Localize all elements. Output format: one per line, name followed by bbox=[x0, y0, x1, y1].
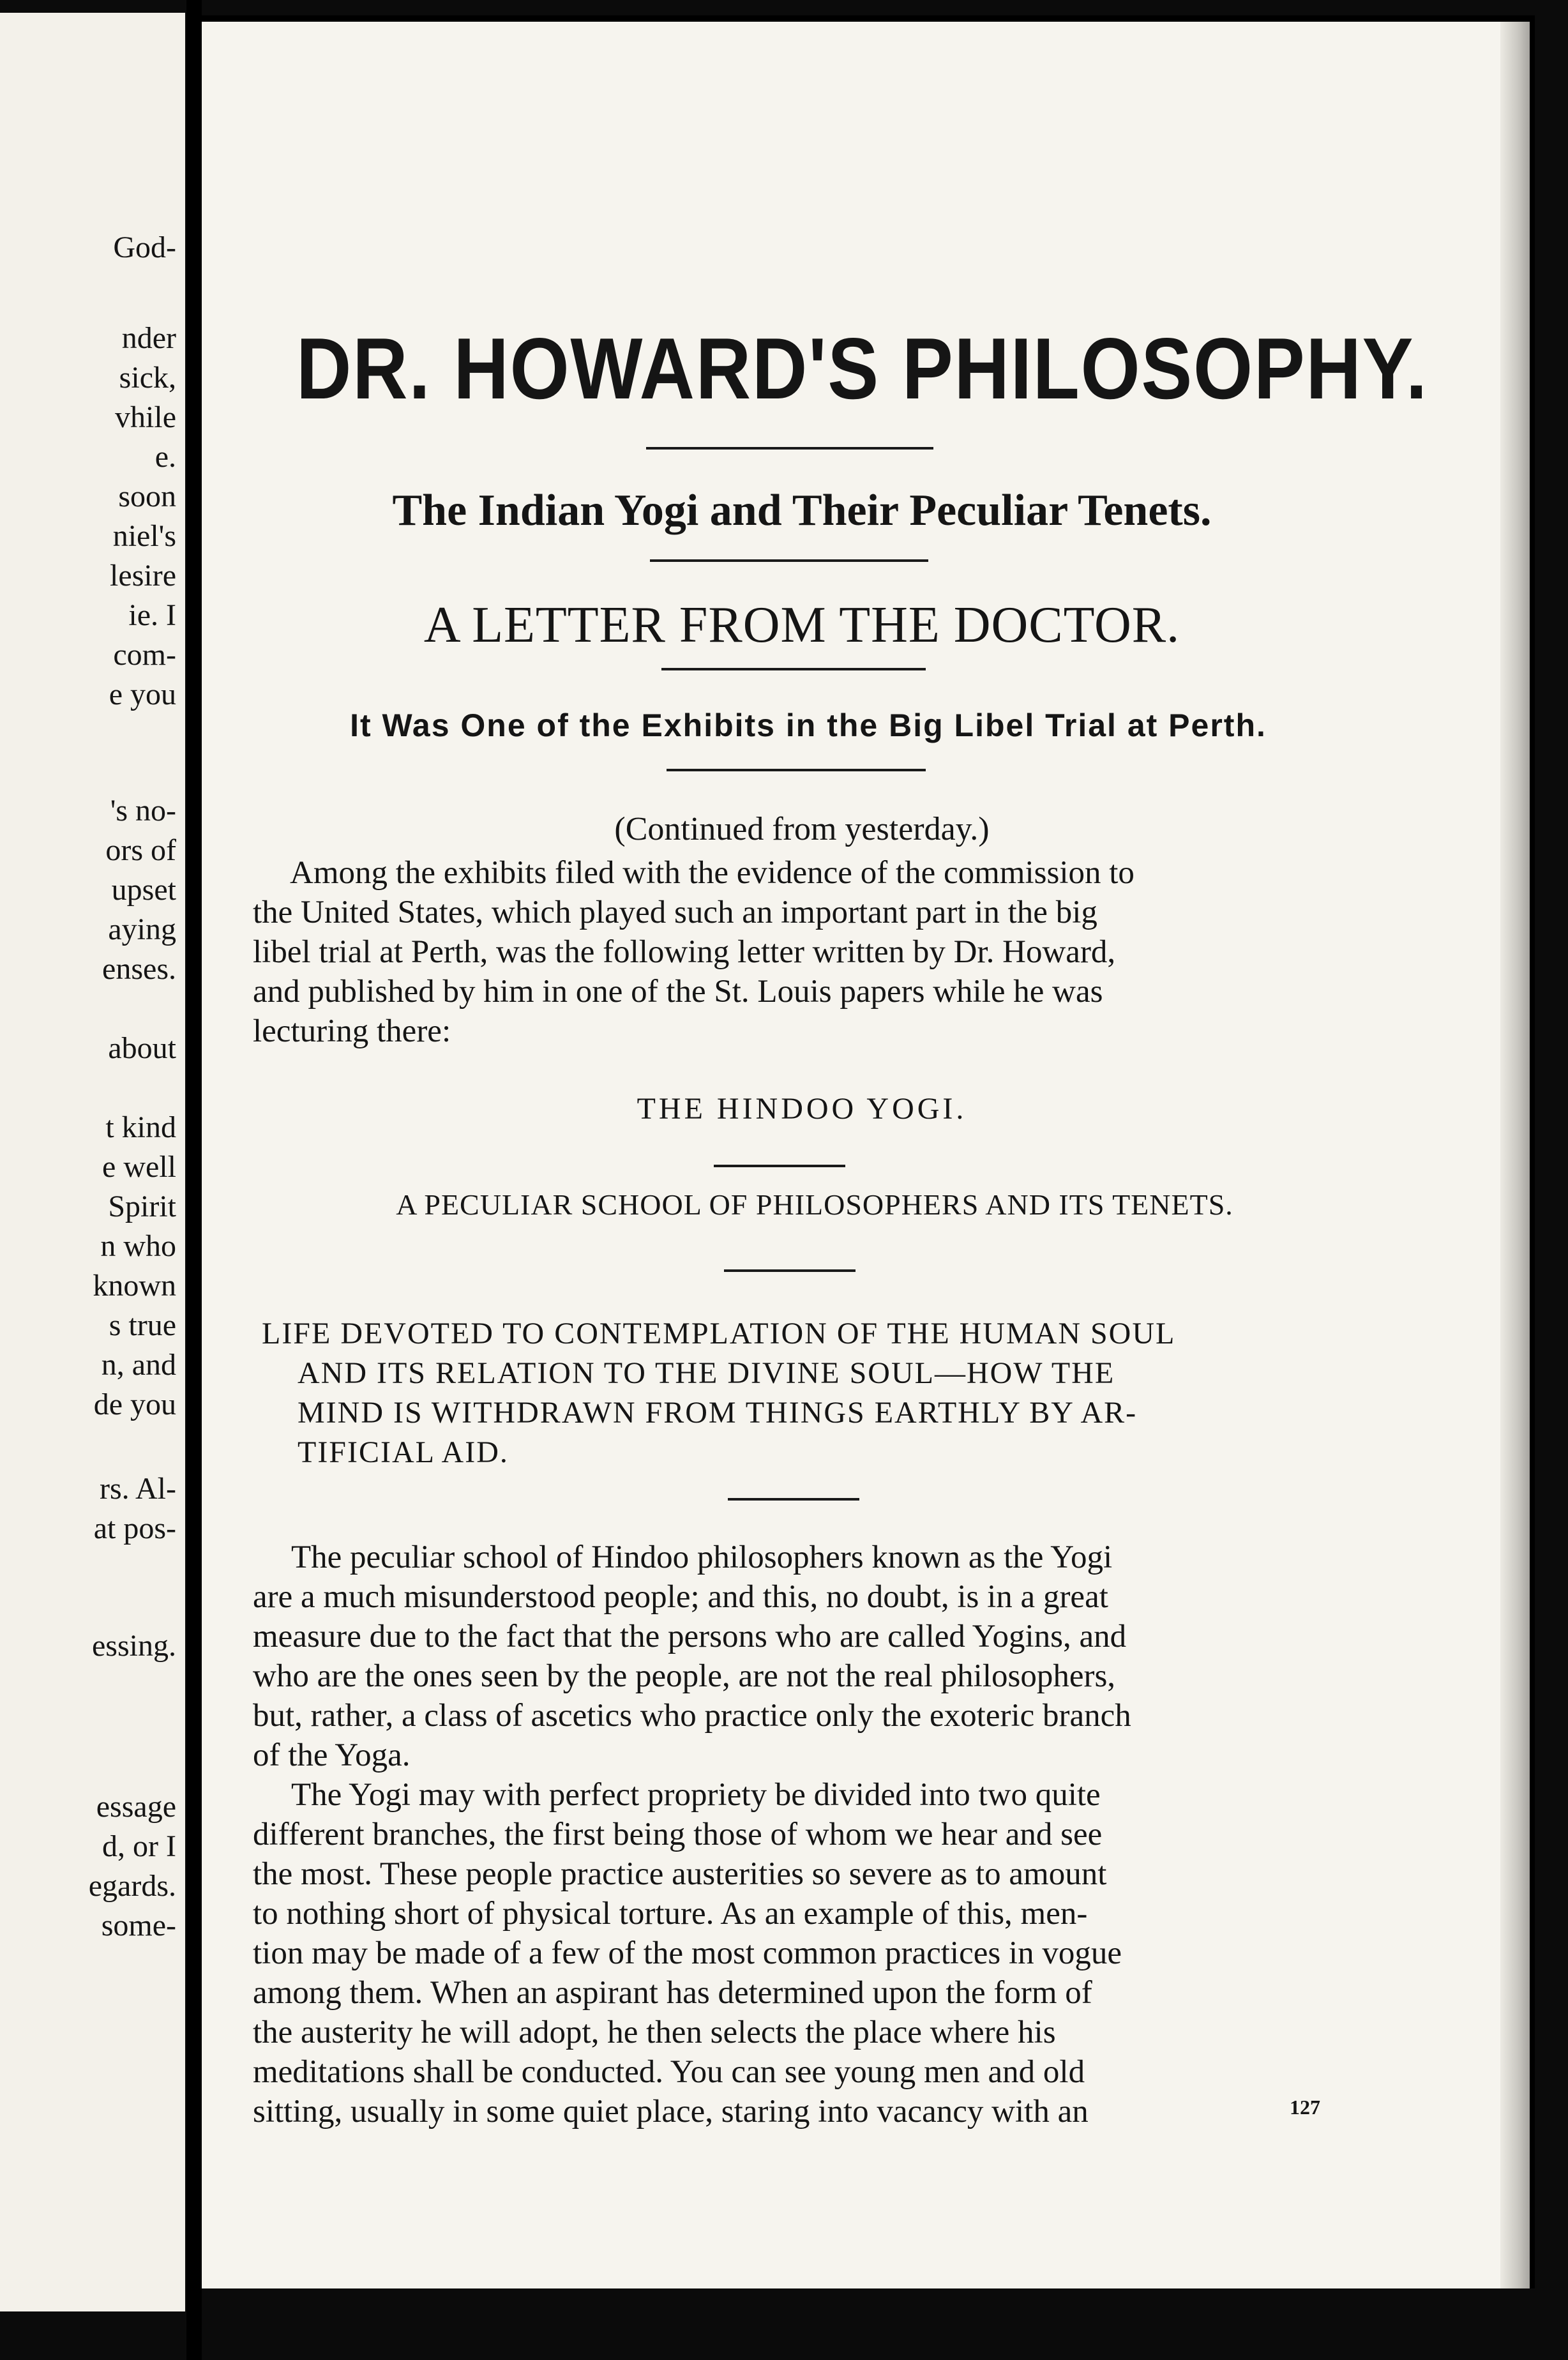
fragment-line: vhile bbox=[115, 400, 176, 434]
fragment-line: ie. I bbox=[128, 598, 176, 632]
paragraph-line: but, rather, a class of ascetics who practice only the exoteric branch bbox=[253, 1698, 1131, 1734]
fragment-line: essing. bbox=[92, 1629, 176, 1663]
fragment-line: e well bbox=[102, 1150, 176, 1184]
divider-rule bbox=[650, 559, 928, 562]
section-subtitle: A PECULIAR SCHOOL OF PHILOSOPHERS AND ITS TENETS. bbox=[396, 1188, 1233, 1221]
intro-line: and published by him in one of the St. Louis papers while he was bbox=[253, 974, 1103, 1010]
intro-line: Among the exhibits filed with the evidence of the commission to bbox=[290, 855, 1135, 891]
fragment-line: about bbox=[108, 1031, 176, 1065]
paragraph-line: different branches, the first being those of whom we hear and see bbox=[253, 1817, 1103, 1852]
paragraph-line: sitting, usually in some quiet place, staring into vacancy with an bbox=[253, 2094, 1089, 2129]
fragment-line: soon bbox=[118, 480, 176, 513]
paragraph-line: among them. When an aspirant has determined upon the form of bbox=[253, 1975, 1092, 2011]
divider-rule bbox=[724, 1269, 856, 1272]
fragment-line: e you bbox=[109, 677, 176, 711]
section-deck-line: MIND IS WITHDRAWN FROM THINGS EARTHLY BY AR- bbox=[298, 1396, 1138, 1430]
deck: It Was One of the Exhibits in the Big Libel Trial at Perth. bbox=[350, 707, 1267, 743]
fragment-line: t kind bbox=[105, 1110, 176, 1144]
intro-line: libel trial at Perth, was the following letter written by Dr. Howard, bbox=[253, 934, 1116, 970]
fragment-line: de you bbox=[93, 1388, 176, 1421]
fragment-line: ors of bbox=[105, 833, 176, 867]
paragraph-line: are a much misunderstood people; and this, no doubt, is in a great bbox=[253, 1579, 1108, 1615]
section-deck-line: LIFE DEVOTED TO CONTEMPLATION OF THE HUMAN SOUL bbox=[262, 1317, 1176, 1350]
previous-page-fragment bbox=[0, 13, 185, 2311]
section-deck-line: AND ITS RELATION TO THE DIVINE SOUL—HOW THE bbox=[298, 1356, 1115, 1390]
section-deck-line: TIFICIAL AID. bbox=[298, 1435, 509, 1469]
fragment-line: niel's bbox=[112, 519, 176, 553]
paragraph-line: the austerity he will adopt, he then selects the place where his bbox=[253, 2015, 1056, 2050]
fragment-line: rs. Al- bbox=[100, 1472, 176, 1506]
fragment-line: e. bbox=[155, 440, 176, 474]
paragraph-line: tion may be made of a few of the most common practices in vogue bbox=[253, 1935, 1122, 1971]
divider-rule bbox=[661, 668, 926, 670]
fragment-line: n, and bbox=[101, 1348, 176, 1382]
subtitle: The Indian Yogi and Their Peculiar Tenets. bbox=[392, 486, 1212, 535]
continued-note: (Continued from yesterday.) bbox=[614, 811, 990, 847]
fragment-line: Spirit bbox=[108, 1190, 176, 1223]
fragment-line: lesire bbox=[110, 559, 176, 593]
fragment-line: d, or I bbox=[102, 1829, 176, 1863]
fragment-line: enses. bbox=[102, 952, 176, 986]
letter-heading: A LETTER FROM THE DOCTOR. bbox=[423, 597, 1180, 653]
fragment-line: egards. bbox=[88, 1869, 176, 1903]
page-number: 127 bbox=[1290, 2096, 1320, 2119]
divider-rule bbox=[728, 1498, 859, 1501]
fragment-line: 's no- bbox=[110, 794, 176, 828]
paragraph-line: measure due to the fact that the persons who are called Yogins, and bbox=[253, 1619, 1127, 1654]
fragment-line: some- bbox=[101, 1909, 176, 1942]
page-edge-shadow bbox=[1500, 22, 1530, 2288]
fragment-line: s true bbox=[109, 1308, 176, 1342]
binding-gutter bbox=[186, 0, 202, 2360]
paragraph-line: The peculiar school of Hindoo philosophers known as the Yogi bbox=[291, 1539, 1113, 1575]
intro-line: lecturing there: bbox=[253, 1013, 451, 1049]
section-title: THE HINDOO YOGI. bbox=[637, 1092, 967, 1126]
divider-rule bbox=[667, 769, 926, 771]
paragraph-line: the most. These people practice austerities so severe as to amount bbox=[253, 1856, 1107, 1892]
divider-rule bbox=[714, 1165, 845, 1167]
fragment-line: upset bbox=[111, 873, 176, 907]
paragraph-line: to nothing short of physical torture. As an example of this, men- bbox=[253, 1896, 1088, 1932]
fragment-line: God- bbox=[113, 231, 176, 264]
paragraph-line: The Yogi may with perfect propriety be divided into two quite bbox=[291, 1777, 1101, 1813]
fragment-line: essage bbox=[96, 1790, 176, 1824]
headline: DR. HOWARD'S PHILOSOPHY. bbox=[296, 320, 1428, 417]
intro-line: the United States, which played such an important part in the big bbox=[253, 895, 1097, 930]
page bbox=[202, 15, 1535, 2288]
fragment-line: at pos- bbox=[93, 1511, 176, 1545]
fragment-line: com- bbox=[113, 638, 176, 672]
fragment-line: sick, bbox=[119, 361, 176, 395]
paragraph-line: meditations shall be conducted. You can see young men and old bbox=[253, 2054, 1085, 2090]
fragment-line: known bbox=[93, 1269, 176, 1303]
fragment-line: aying bbox=[108, 912, 176, 946]
paragraph-line: who are the ones seen by the people, are not the real philosophers, bbox=[253, 1658, 1116, 1694]
fragment-line: nder bbox=[121, 321, 176, 355]
paragraph-line: of the Yoga. bbox=[253, 1737, 411, 1773]
divider-rule bbox=[646, 447, 933, 450]
fragment-line: n who bbox=[100, 1229, 176, 1263]
